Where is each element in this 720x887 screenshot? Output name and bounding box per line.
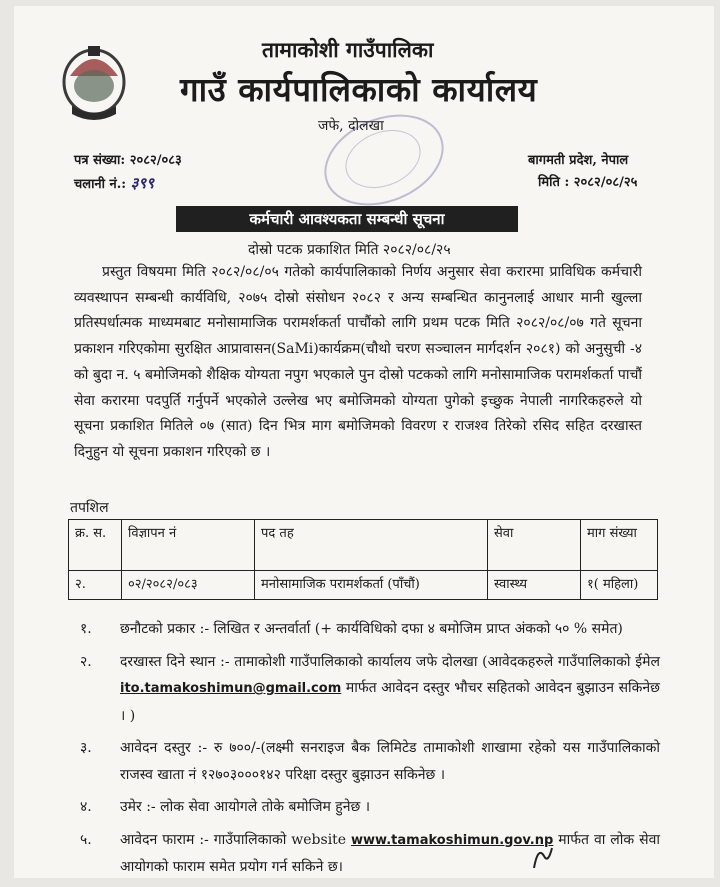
cell-sn: २. [69, 571, 122, 600]
col-service: सेवा [488, 520, 581, 571]
col-post: पद तह [255, 520, 488, 571]
nepal-emblem-icon [58, 36, 130, 124]
letter-meta [74, 150, 182, 196]
list-item [80, 735, 660, 788]
website-link[interactable]: www.tamakoshimun.gov.np [351, 832, 554, 848]
dispatch-no: ३९९ [130, 174, 155, 192]
cell-service: स्वास्थ्य [488, 571, 581, 600]
col-advert-no: विज्ञापन नं [122, 520, 255, 571]
office-title: गाउँ कार्यपालिकाको कार्यालय [180, 70, 538, 109]
term-text: उमेर :- लोक सेवा आयोगले तोके बमोजिम हुनेछ । [120, 799, 371, 815]
term-text [120, 827, 660, 881]
notice-date: २०८२/०८/२५ [573, 175, 638, 190]
term-text: छनौटको प्रकार :- लिखित र अन्तर्वार्ता (+ कार्यविधिको दफा ४ बमोजिम प्राप्त अंकको ५० % समेत) [120, 621, 623, 637]
table-header-row [69, 520, 658, 571]
term-text-post: मार्फत आवेदन दस्तुर भौचर सहितको आवेदन बुझाउन सकिनेछ । ) [120, 680, 660, 724]
term-text-pre: दरखास्त दिने स्थान :- तामाकोशी गाउँपालिकाको कार्यालय जफे दोलखा (आवेदकहरुले गाउँपालिकाको ईमेल [120, 653, 660, 670]
letter-no: २०८२/०८३ [129, 153, 182, 168]
date-label: मिति : [538, 175, 570, 190]
vacancy-table [68, 519, 658, 600]
term-number: ५. [80, 831, 92, 848]
term-text [120, 649, 660, 730]
term-text: आवेदन दस्तुर :- रु ७००/-(लक्ष्मी सनराइज बैक लिमिटेड तामाकोशी शाखामा रहेको यस गाउँपालिकाको राजस्व खाता नं १२७०३०००१४२ परिक्षा दस्तुर बुझाउन सकिनेछ । [120, 740, 660, 783]
col-sn: क्र. स. [69, 520, 122, 571]
cell-post: मनोसामाजिक परामर्शकर्ता (पाँचौं) [255, 571, 488, 600]
col-demand: माग संख्या [581, 520, 658, 571]
municipality-name: तामाकोशी गाउँपालिका [262, 37, 434, 62]
cell-advert-no: ०२/२०८२/०८३ [122, 571, 255, 600]
dispatch-no-label: चलानी नं.: [74, 177, 127, 192]
signature-mark [528, 842, 558, 872]
term-number: ४. [80, 799, 92, 815]
list-item [80, 827, 660, 881]
letter-no-label: पत्र संख्या: [74, 153, 126, 168]
term-number: ३. [80, 740, 92, 756]
list-item [80, 649, 660, 730]
notice-title: कर्मचारी आवश्यकता सम्बन्धी सूचना [176, 206, 518, 232]
term-text-post: मार्फत वा लोक सेवा आयोगको फाराम समेत प्रयोग गर्न सकिने छ। [120, 831, 660, 875]
notice-body: प्रस्तुत विषयमा मिति २०८२/०८/०५ गतेको कार्यपालिकाको निर्णय अनुसार सेवा करारमा प्राविधिक कर्मचारी व्यवस्थापन सम्बन्धी कार्यविधि, २०७५ दोस्रो संसोधन २०८२ र अन्य सम्बन्धित कानुनलाई आधार मानी खुल्ला प्रतिस्पर्धात्मक माध्यमबाट मनोसामाजिक परामर्शकर्ता पाचौंको लागि प्रथम पटक मिति २०८२/०८/०७ गते सूचना प्रकाशन गरिएकोमा सुरक्षित आप्रावासन(SaMi)कार्यक्रम(चौथो चरण सञ्चालन मार्गदर्शन २०८१) को अनुसुची -४ को बुदा न. ५ बमोजिमको शैक्षिक योग्यता नपुग भएकाले पुन दोस्रो पटकको लागि मनोसामाजिक परामर्शकर्ता पाचौं सेवा करारमा पदपुर्ति गर्नुपर्ने भएकोले उल्लेख भए बमोजिमको योग्यता पुगेको इच्छुक नेपाली नागरिकहरुले यो सूचना प्रकाशित मितिले ०७ (सात) दिन भित्र माग बमोजिमको विवरण र राजश्व तिरेको रसिद सहित दरखास्त दिनुहुन यो सूचना प्रकाशन गरिएको छ । [74, 264, 642, 460]
term-number: १. [80, 621, 92, 637]
list-item [80, 616, 660, 643]
email-link[interactable]: ito.tamakoshimun@gmail.com [120, 681, 342, 696]
list-item [80, 794, 660, 821]
province: बागमती प्रदेश, नेपाल [528, 153, 629, 168]
term-number: २. [80, 653, 92, 670]
term-text-pre: आवेदन फाराम :- गाउँपालिकाको website [120, 831, 352, 848]
cell-demand: १( महिला) [581, 571, 658, 600]
office-location: जफे, दोलखा [318, 118, 384, 134]
table-row [69, 571, 658, 600]
schedule-label: तपशिल [70, 500, 109, 516]
date-meta [528, 150, 637, 194]
terms-list [80, 616, 660, 887]
notice-subtitle: दोस्रो पटक प्रकाशित मिति २०८२/०८/२५ [248, 242, 451, 258]
